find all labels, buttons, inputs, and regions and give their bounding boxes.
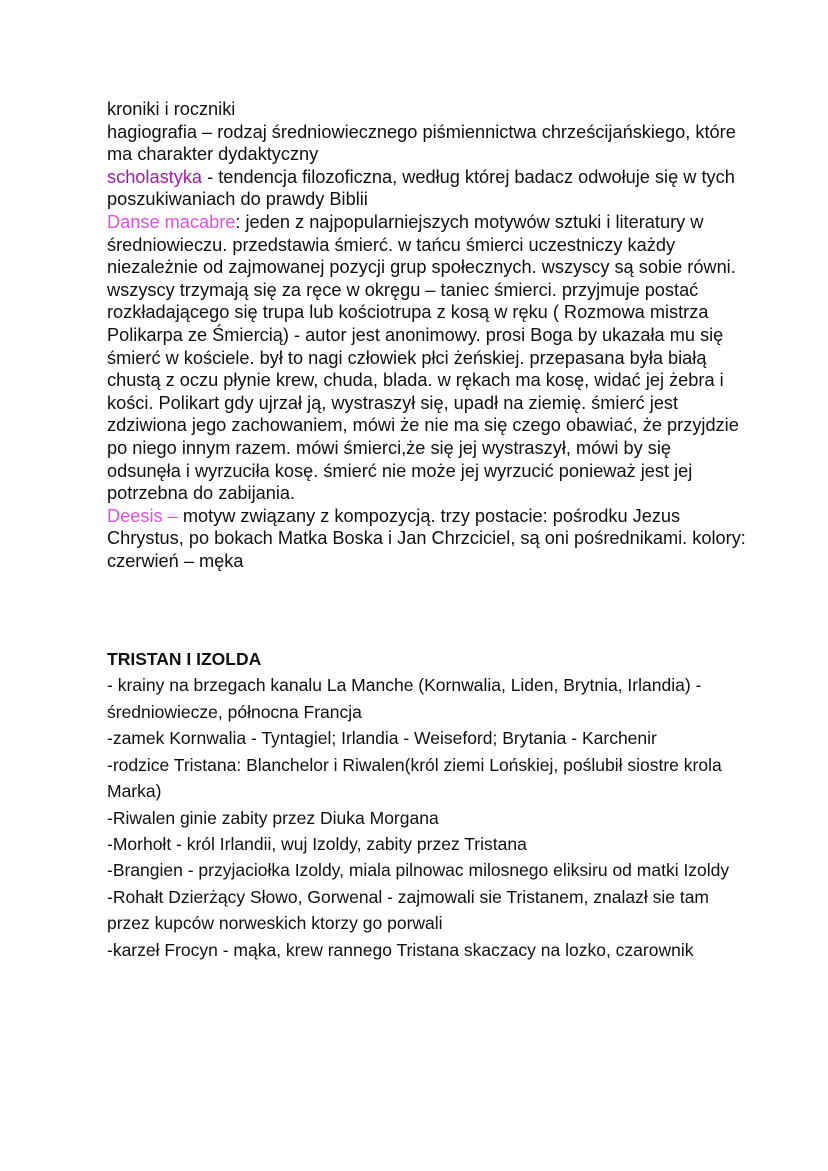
note-danse-macabre — [107, 211, 747, 505]
note-deesis — [107, 505, 747, 573]
term-scholastyka: scholastyka — [107, 166, 203, 187]
list-item: -Morhołt - król Irlandii, wuj Izoldy, zabity przez Tristana — [107, 833, 527, 854]
list-item: -Riwalen ginie zabity przez Diuka Morgana — [107, 807, 439, 828]
list-item: -Brangien - przyjaciołka Izoldy, miala pilnowac milosnego eliksiru od matki Izoldy — [107, 860, 730, 881]
term-deesis: Deesis – — [107, 505, 178, 526]
list-item: -Rohałt Dzierżący Słowo, Gorwenal - zajmowali sie Tristanem, znalazł sie tam przez kupców norweskich ktorzy go porwali — [107, 886, 710, 934]
note-scholastyka — [107, 166, 747, 211]
tristan-list — [107, 672, 747, 962]
definition-deesis: motyw związany z kompozycją. trzy postacie: pośrodku Jezus Chrystus, po bokach Matka Boska i Jan Chrzciciel, są oni pośrednikami. kolory: czerwień – męka — [107, 505, 746, 571]
list-item: - krainy na brzegach kanalu La Manche (Kornwalia, Liden, Brytnia, Irlandia) - średniowiecze, północna Francja — [107, 675, 702, 722]
note-hagiografia: hagiografia – rodzaj średniowiecznego piśmiennictwa chrześcijańskiego, które ma charakter dydaktyczny — [107, 121, 736, 165]
list-item: -zamek Kornwalia - Tyntagiel; Irlandia - Weiseford; Brytania - Karchenir — [107, 728, 657, 749]
document-page — [107, 98, 747, 963]
section-heading-tristan: TRISTAN I IZOLDA — [107, 649, 262, 670]
notes-section — [107, 98, 747, 572]
section-spacer — [107, 572, 747, 646]
list-item: -karzeł Frocyn - mąka, krew rannego Tristana skaczacy na lozko, czarownik — [107, 939, 694, 960]
note-kroniki: kroniki i roczniki — [107, 99, 236, 119]
definition-scholastyka: - tendencja filozoficzna, według której badacz odwołuje się w tych poszukiwaniach do prawdy Biblii — [107, 166, 735, 210]
term-danse-macabre: Danse macabre — [107, 211, 236, 232]
list-item: -rodzice Tristana: Blanchelor i Riwalen(król ziemi Lońskiej, poślubił siostre krola Marka) — [107, 754, 722, 802]
definition-danse-macabre: : jeden z najpopularniejszych motywów sztuki i literatury w średniowieczu. przedstawia śmierć. w tańcu śmierci uczestniczy każdy niezależnie od zajmowanej pozycji grup społecznych. wszyscy są sobie równi. wszyscy trzymają się za ręce w okręgu – taniec śmierci. przyjmuje postać rozkładającego się trupa lub kościotrupa z kosą w ręku ( Rozmowa mistrza Polikarpa ze Śmiercią) - autor jest anonimowy. prosi Boga by ukazała mu się śmierć w kościele. był to nagi człowiek płci żeńskiej. przepasana była białą chustą z oczu płynie krew, chuda, blada. w rękach ma kosę, widać jej żebra i kości. Polikart gdy ujrzał ją, wystraszył się, upadł na ziemię. śmierć jest zdziwiona jego zachowaniem, mówi że nie ma się czego obawiać, że przyjdzie po niego innym razem. mówi śmierci,że się jej wystraszył, mówi by się odsunęła i wyrzuciła kosę. śmierć nie może jej wyrzucić ponieważ jest jej potrzebna do zabijania. — [107, 211, 739, 504]
